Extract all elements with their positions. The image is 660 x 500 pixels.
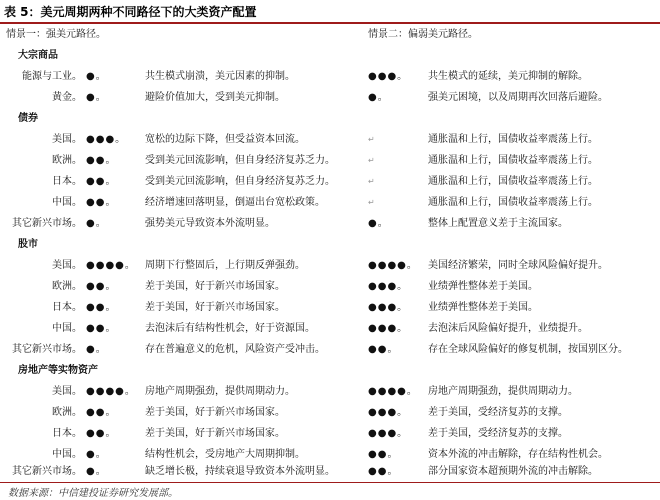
comment-s1: 避险价值加大，受到美元抑制。 (145, 92, 285, 103)
rating-dots-s1: ●。 (86, 449, 107, 460)
row-label: 中国。 (52, 197, 82, 208)
comment-s1: 受到美元回流影响，但自身经济复苏乏力。 (145, 155, 335, 166)
table-title-bar (0, 0, 660, 24)
comment-s2: 房地产周期强劲，提供周期动力。 (428, 386, 578, 397)
rating-dots-s2: ●●●。 (368, 323, 409, 334)
rating-dots-s1: ●●●●。 (86, 386, 136, 397)
rating-dots-s2: ●。 (368, 92, 389, 103)
section-heading-real-assets: 房地产等实物资产 (18, 365, 98, 376)
row-label: 能源与工业。 (22, 71, 82, 82)
comment-s1: 存在普遍意义的危机，风险资产受冲击。 (145, 344, 325, 355)
row-label: 其它新兴市场。 (12, 466, 82, 477)
section-heading-equities: 股市 (18, 239, 38, 250)
table-row (0, 66, 660, 87)
scenario-2-label: 情景二：偏弱美元路径。 (368, 29, 478, 40)
comment-s1: 受到美元回流影响，但自身经济复苏乏力。 (145, 176, 335, 187)
comment-s2: 强美元困境，以及周期再次回落后避险。 (428, 92, 608, 103)
comment-s1: 周期下行整固后，上行期反弹强劲。 (145, 260, 305, 271)
rating-dots-s1: ●●。 (86, 407, 117, 418)
comment-s1: 缺乏增长极，持续衰退导致资本外流明显。 (145, 466, 335, 477)
rating-dots-s1: ●。 (86, 71, 107, 82)
rating-dots-s1: ●。 (86, 218, 107, 229)
rating-dots-s2: ●●●。 (368, 71, 409, 82)
comment-s2: 通胀温和上行，国债收益率震荡上行。 (428, 197, 598, 208)
rating-dots-s2: ●●●●。 (368, 260, 418, 271)
comment-s2: 存在全球风险偏好的修复机制，按国别区分。 (428, 344, 628, 355)
comment-s2: 整体上配置意义差于主流国家。 (428, 218, 568, 229)
rating-dots-s2: ●●●。 (368, 428, 409, 439)
rating-dots-s1: ●●。 (86, 302, 117, 313)
section-row (0, 45, 660, 66)
rating-dots-s1: ●。 (86, 92, 107, 103)
row-label: 其它新兴市场。 (12, 344, 82, 355)
comment-s2: 美国经济繁荣，同时全球风险偏好提升。 (428, 260, 608, 271)
table-row (0, 423, 660, 444)
row-label: 欧洲。 (52, 281, 82, 292)
rating-dots-s2: ↵ (368, 198, 376, 207)
table-row (0, 129, 660, 150)
rating-dots-s2: ●●。 (368, 344, 399, 355)
scenario-header-row (0, 24, 660, 45)
scenario-1-label: 情景一：强美元路径。 (6, 29, 106, 40)
comment-s2: 差于美国，受经济复苏的支撑。 (428, 428, 568, 439)
row-label: 其它新兴市场。 (12, 218, 82, 229)
section-row (0, 360, 660, 381)
rating-dots-s2: ●。 (368, 218, 389, 229)
table-row (0, 255, 660, 276)
rating-dots-s1: ●●●●。 (86, 260, 136, 271)
rating-dots-s2: ↵ (368, 135, 376, 144)
data-source-note: 数据来源：中信建投证券研究发展部。 (8, 488, 178, 499)
table-row (0, 192, 660, 213)
rating-dots-s2: ↵ (368, 177, 376, 186)
table-row (0, 461, 660, 482)
table-row (0, 150, 660, 171)
rating-dots-s2: ●●●●。 (368, 386, 418, 397)
rating-dots-s1: ●●●。 (86, 134, 127, 145)
comment-s1: 共生模式崩溃，美元因素的抑制。 (145, 71, 295, 82)
row-label: 美国。 (52, 134, 82, 145)
comment-s2: 部分国家资本超预期外流的冲击解除。 (428, 466, 598, 477)
table-title: 表 5：美元周期两种不同路径下的大类资产配置 (4, 5, 257, 19)
comment-s2: 业绩弹性整体差于美国。 (428, 281, 538, 292)
row-label: 日本。 (52, 176, 82, 187)
table-row (0, 339, 660, 360)
row-label: 日本。 (52, 302, 82, 313)
row-label: 欧洲。 (52, 407, 82, 418)
row-label: 美国。 (52, 386, 82, 397)
section-heading-commodities: 大宗商品 (18, 50, 58, 61)
comment-s1: 强势美元导致资本外流明显。 (145, 218, 275, 229)
comment-s1: 宽松的边际下降，但受益资本回流。 (145, 134, 305, 145)
rating-dots-s1: ●●。 (86, 428, 117, 439)
comment-s2: 通胀温和上行，国债收益率震荡上行。 (428, 134, 598, 145)
comment-s2: 资本外流的冲击解除，存在结构性机会。 (428, 449, 608, 460)
rating-dots-s2: ↵ (368, 156, 376, 165)
comment-s2: 通胀温和上行，国债收益率震荡上行。 (428, 155, 598, 166)
rating-dots-s1: ●●。 (86, 176, 117, 187)
rating-dots-s1: ●●。 (86, 155, 117, 166)
comment-s2: 共生模式的延续，美元抑制的解除。 (428, 71, 588, 82)
comment-s1: 差于美国，好于新兴市场国家。 (145, 407, 285, 418)
comment-s1: 房地产周期强劲，提供周期动力。 (145, 386, 295, 397)
row-label: 日本。 (52, 428, 82, 439)
comment-s2: 通胀温和上行，国债收益率震荡上行。 (428, 176, 598, 187)
row-label: 中国。 (52, 449, 82, 460)
comment-s2: 差于美国，受经济复苏的支撑。 (428, 407, 568, 418)
comment-s1: 差于美国，好于新兴市场国家。 (145, 302, 285, 313)
table-row (0, 276, 660, 297)
section-row (0, 108, 660, 129)
comment-s2: 业绩弹性整体差于美国。 (428, 302, 538, 313)
table-row (0, 381, 660, 402)
comment-s1: 经济增速回落明显，倒逼出台宽松政策。 (145, 197, 325, 208)
rating-dots-s2: ●●●。 (368, 407, 409, 418)
rating-dots-s2: ●●。 (368, 466, 399, 477)
table-row (0, 318, 660, 339)
table-row (0, 213, 660, 234)
section-row (0, 234, 660, 255)
rating-dots-s2: ●●●。 (368, 281, 409, 292)
rating-dots-s1: ●●。 (86, 197, 117, 208)
comment-s1: 去泡沫后有结构性机会，好于资源国。 (145, 323, 315, 334)
rating-dots-s1: ●。 (86, 466, 107, 477)
section-heading-bonds: 债券 (18, 113, 38, 124)
row-label: 黄金。 (52, 92, 82, 103)
rating-dots-s1: ●●。 (86, 281, 117, 292)
footer-rule (0, 482, 660, 483)
table-row (0, 87, 660, 108)
table-row (0, 297, 660, 318)
rating-dots-s2: ●●。 (368, 449, 399, 460)
rating-dots-s1: ●。 (86, 344, 107, 355)
comment-s1: 差于美国，好于新兴市场国家。 (145, 428, 285, 439)
rating-dots-s2: ●●●。 (368, 302, 409, 313)
row-label: 美国。 (52, 260, 82, 271)
table-row (0, 171, 660, 192)
table-row (0, 402, 660, 423)
comment-s2: 去泡沫后风险偏好提升，业绩提升。 (428, 323, 588, 334)
rating-dots-s1: ●●。 (86, 323, 117, 334)
row-label: 中国。 (52, 323, 82, 334)
comment-s1: 差于美国，好于新兴市场国家。 (145, 281, 285, 292)
comment-s1: 结构性机会，受房地产大周期抑制。 (145, 449, 305, 460)
row-label: 欧洲。 (52, 155, 82, 166)
